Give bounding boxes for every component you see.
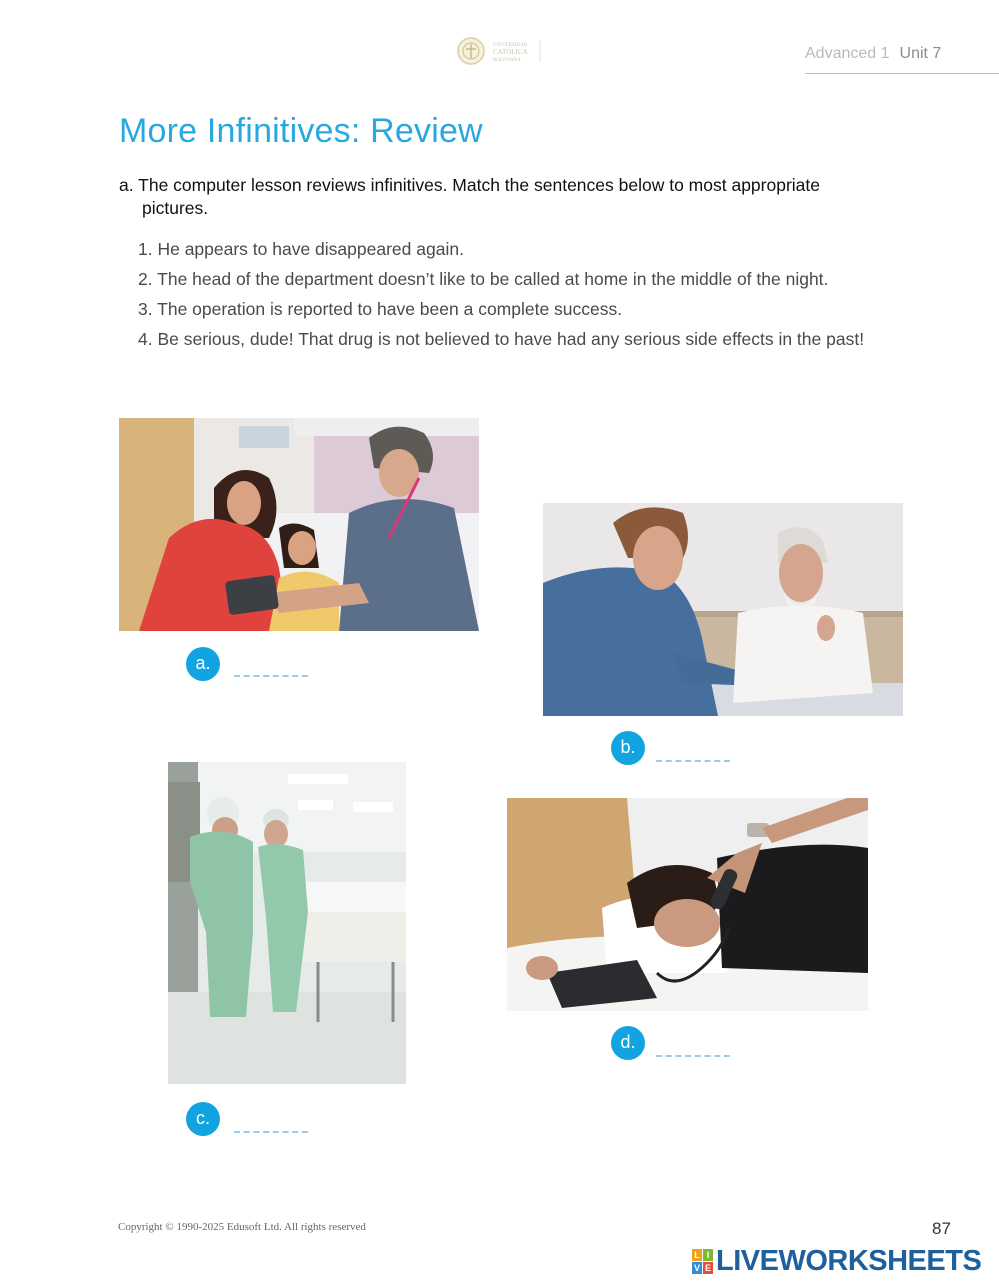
page-number: 87 <box>932 1219 951 1238</box>
university-logo <box>456 32 544 70</box>
sentence-item: 3. The operation is reported to have been a complete success. <box>138 299 623 319</box>
photo-b-pills-in-bed <box>543 503 903 716</box>
header-divider <box>805 73 999 74</box>
liveworksheets-wordmark: LIVEWORKSHEETS <box>716 1245 982 1277</box>
copyright-notice: Copyright © 1990-2025 Edusoft Ltd. All rights reserved <box>118 1221 366 1233</box>
answer-badge-a: a. <box>186 647 220 681</box>
svg-text:UNIVERSIDAD: UNIVERSIDAD <box>493 43 528 48</box>
page-title: More Infinitives: Review <box>119 112 483 150</box>
sentence-item: 2. The head of the department doesn’t like to be called at home in the middle of the night. <box>138 269 829 289</box>
photo-d-phone-in-bed <box>507 798 868 1011</box>
exercise-instruction <box>119 174 919 220</box>
answer-input-d[interactable] <box>656 1041 730 1057</box>
unit-label <box>805 45 941 63</box>
answer-badge-d: d. <box>611 1026 645 1060</box>
answer-badge-b: b. <box>611 731 645 765</box>
course-name: Advanced 1 <box>805 45 890 62</box>
instruction-line-1: a. The computer lesson reviews infinitives. Match the sentences below to most appropriate <box>119 175 820 195</box>
answer-input-b[interactable] <box>656 746 730 762</box>
answer-badge-c: c. <box>186 1102 220 1136</box>
svg-text:CATÓLICA: CATÓLICA <box>493 48 528 56</box>
instruction-line-2: pictures. <box>142 198 209 218</box>
svg-text:BOLIVIANA: BOLIVIANA <box>493 58 521 63</box>
unit-name: Unit 7 <box>899 45 942 62</box>
sentence-item: 1. He appears to have disappeared again. <box>138 239 464 259</box>
sentence-item: 4. Be serious, dude! That drug is not believed to have had any serious side effects in the past! <box>138 329 865 349</box>
photo-a-hospital-visit <box>119 418 479 631</box>
liveworksheets-brand[interactable] <box>692 1245 981 1275</box>
sentence-list <box>138 237 864 357</box>
photo-c-surgeons-hallway <box>168 762 406 1084</box>
answer-input-a[interactable] <box>234 661 308 677</box>
answer-input-c[interactable] <box>234 1117 308 1133</box>
liveworksheets-icon: L I V E <box>693 1249 711 1273</box>
